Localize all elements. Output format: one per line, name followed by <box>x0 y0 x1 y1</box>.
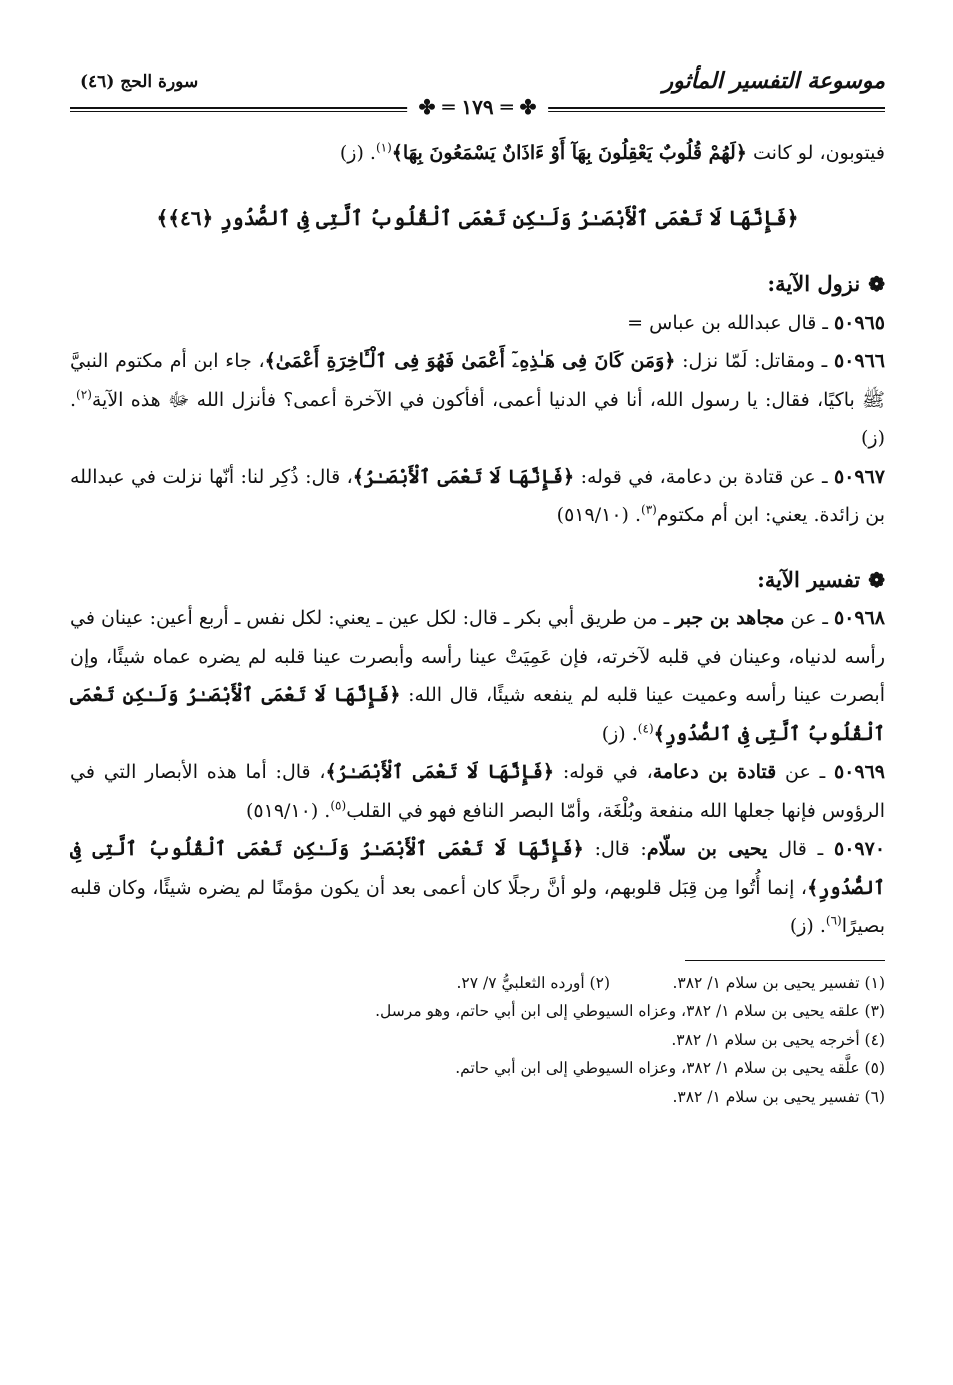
footnote-ref-6: (٦) <box>825 913 842 928</box>
footnote-ref-2: (٢) <box>76 387 92 402</box>
entry-tail: . (٥١٩/١٠) <box>246 799 331 822</box>
running-header <box>70 62 885 118</box>
footnote-ref-3: (٣) <box>641 502 657 517</box>
entry-text: ـ عن <box>776 761 834 783</box>
spacer <box>70 535 885 547</box>
entry-tail: . (٥١٩/١٠) <box>556 504 642 526</box>
book-title: موسوعة التفسير المأثور <box>662 68 885 94</box>
intro-quote: ﴿لَهُمْ قُلُوبٌ يَعْقِلُونَ بِهَآ أَوْ ءَاذَانٌ يَسْمَعُونَ بِهَا﴾ <box>391 142 747 164</box>
document-page <box>70 62 885 1352</box>
entry-number: ٥٠٩٧٠ <box>834 838 885 860</box>
narrator-name: مجاهد بن جبر <box>675 607 785 629</box>
page-number <box>407 93 549 121</box>
intro-paragraph <box>70 134 885 173</box>
entry-50965 <box>70 304 885 343</box>
footnote-3: (٣) علقه يحيى بن سلام ١/ ٣٨٢، وعزاه السيوطي إلى ابن أبي حاتم، وهو مرسل. <box>375 1002 885 1020</box>
entry-text: ـ قال عبدالله بن عباس = <box>627 311 834 334</box>
entry-quote: ﴿فَإِنَّهَا لَا تَعْمَى ٱلْأَبْصَـٰرُ وَلَـٰكِن تَعْمَى ٱلْقُلُوبُ ٱلَّتِى فِى ٱلصُّدُورِ﴾ <box>70 684 885 745</box>
entry-number: ٥٠٩٦٥ <box>833 311 885 334</box>
flower-ornament-icon: ❁ <box>868 567 885 592</box>
entry-text: ـ عن <box>784 607 834 629</box>
entry-quote: ﴿وَمَن كَانَ فِى هَـٰذِهِۦٓ أَعْمَىٰ فَهُوَ فِى ٱلْـَٔاخِرَةِ أَعْمَىٰ﴾ <box>264 350 676 372</box>
page-content <box>70 134 885 1111</box>
entry-text: ، جاء ابن أم مكتوم النبيَّ ﷺ باكيًا، فقال: يا رسول الله، أنا في الدنيا أعمى، أفأكون في الآخرة أعمى؟ فأنزل الله ﷻ هذه الآية <box>70 350 885 411</box>
ornament-right: ✤ ═ <box>500 95 537 119</box>
entry-50966 <box>70 342 885 458</box>
entry-tail: . (ز) <box>70 388 885 449</box>
entry-text: ـ ومقاتل: لَمّا نزل: <box>675 350 834 372</box>
entry-number: ٥٠٩٦٦ <box>833 350 885 372</box>
section-tafsir-label: تفسير الآية: <box>757 566 861 592</box>
footnote-separator <box>685 960 885 961</box>
footnote-ref-4: (٤) <box>637 721 654 736</box>
entry-text: ـ من طريق أبي بكر ـ قال: لكل عين ـ يعني: لكل نفس ـ أربع أعين: عينان في رأسه لدنياه، وعينان في قلبه لآخرته، فإن عَمِيَتْ عينا رأسه وأبصرت عينا قلبه لم يضره عماه شيئًا، وإن أبصرت عينا رأسه وعميت عينا قلبه لم ينفعه شيئًا، قال الله: <box>70 607 885 706</box>
entry-tail: . (ز) <box>601 722 638 745</box>
entry-text: ـ قال <box>767 838 834 860</box>
verse-46: ﴿فَإِنَّهَا لَا تَعْمَى ٱلْأَبْصَـٰرُ وَلَـٰكِن تَعْمَى ٱلْقُلُوبُ ٱلَّتِى فِى ٱلصُّدُورِ ﴿٤٦﴾﴾ <box>156 205 799 230</box>
entry-text: ، قال: أما هذه الأبصار التي في الرؤوس فإنها جعلها الله منفعة وبُلْغَة، وأمّا البصر النافع فهو في القلب <box>70 761 885 822</box>
flower-ornament-icon: ❁ <box>868 272 885 296</box>
entry-quote: ﴿فَإِنَّهَا لَا تَعْمَى ٱلْأَبْصَـٰرُ وَلَـٰكِن تَعْمَى ٱلْقُلُوبُ ٱلَّتِى فِى ٱلصُّدُورِ﴾ <box>70 838 885 899</box>
entry-text: ، قال: ذُكِر لنا: أنّها نزلت في عبدالله بن زائدة. يعني: ابن أم مكتوم <box>70 465 885 526</box>
footnote-6: (٦) تفسير يحيى بن سلام ١/ ٣٨٢. <box>672 1087 885 1106</box>
intro-tail: . (ز) <box>339 142 376 164</box>
page-number-value: ١٧٩ <box>461 95 494 119</box>
footnote-4: (٤) أخرجه يحيى بن سلام ١/ ٣٨٢. <box>671 1030 885 1049</box>
ornament-left: ═ ✤ <box>418 95 455 119</box>
section-tafsir-title <box>70 561 885 600</box>
narrator-name: يحيى بن سلّام <box>646 838 768 860</box>
entry-50968 <box>70 599 885 753</box>
entry-text: ، في قوله: <box>554 761 653 783</box>
entry-50969 <box>70 753 885 830</box>
entry-number: ٥٠٩٦٩ <box>833 761 885 783</box>
footnote-ref-5: (٥) <box>330 798 347 813</box>
footnote-5: (٥) علَّقه يحيى بن سلام ١/ ٣٨٢، وعزاه السيوطي إلى ابن أبي حاتم. <box>455 1059 885 1077</box>
entry-50970 <box>70 830 885 946</box>
surah-title: سورة الحج (٤٦) <box>80 72 199 92</box>
footnotes <box>70 969 885 1112</box>
entry-quote: ﴿فَإِنَّهَا لَا تَعْمَى ٱلْأَبْصَـٰرُ﴾ <box>352 465 575 488</box>
footnote-2: (٢) أورده الثعلبيُّ ٧/ ٢٧. <box>456 973 610 992</box>
footnote-1: (١) تفسير يحيى بن سلام ١/ ٣٨٢. <box>672 973 885 992</box>
section-nuzul-label: نزول الآية: <box>767 271 861 296</box>
section-nuzul-title <box>70 265 885 304</box>
entry-text: ـ عن قتادة بن دعامة، في قوله: <box>574 465 834 488</box>
entry-text: ، إنما أُتُوا مِن قِبَل قلوبهم، ولو أنَّ رجلًا كان أعمى بعد أن يكون مؤمنًا لم يضره شيئًا، وكان قلبه بصيرًا <box>70 876 885 937</box>
intro-text: فيتوبون، لو كانت <box>746 142 885 164</box>
entry-50967 <box>70 458 885 535</box>
footnote-ref-1: (١) <box>375 140 392 155</box>
narrator-name: قتادة بن دعامة <box>652 761 777 783</box>
entry-text: : قال: <box>583 838 647 860</box>
entry-number: ٥٠٩٦٧ <box>833 465 885 488</box>
entry-tail: . (ز) <box>789 915 826 937</box>
entry-number: ٥٠٩٦٨ <box>833 607 885 629</box>
footnote-row <box>70 969 885 998</box>
entry-quote: ﴿فَإِنَّهَا لَا تَعْمَى ٱلْأَبْصَـٰرُ﴾ <box>325 761 555 783</box>
